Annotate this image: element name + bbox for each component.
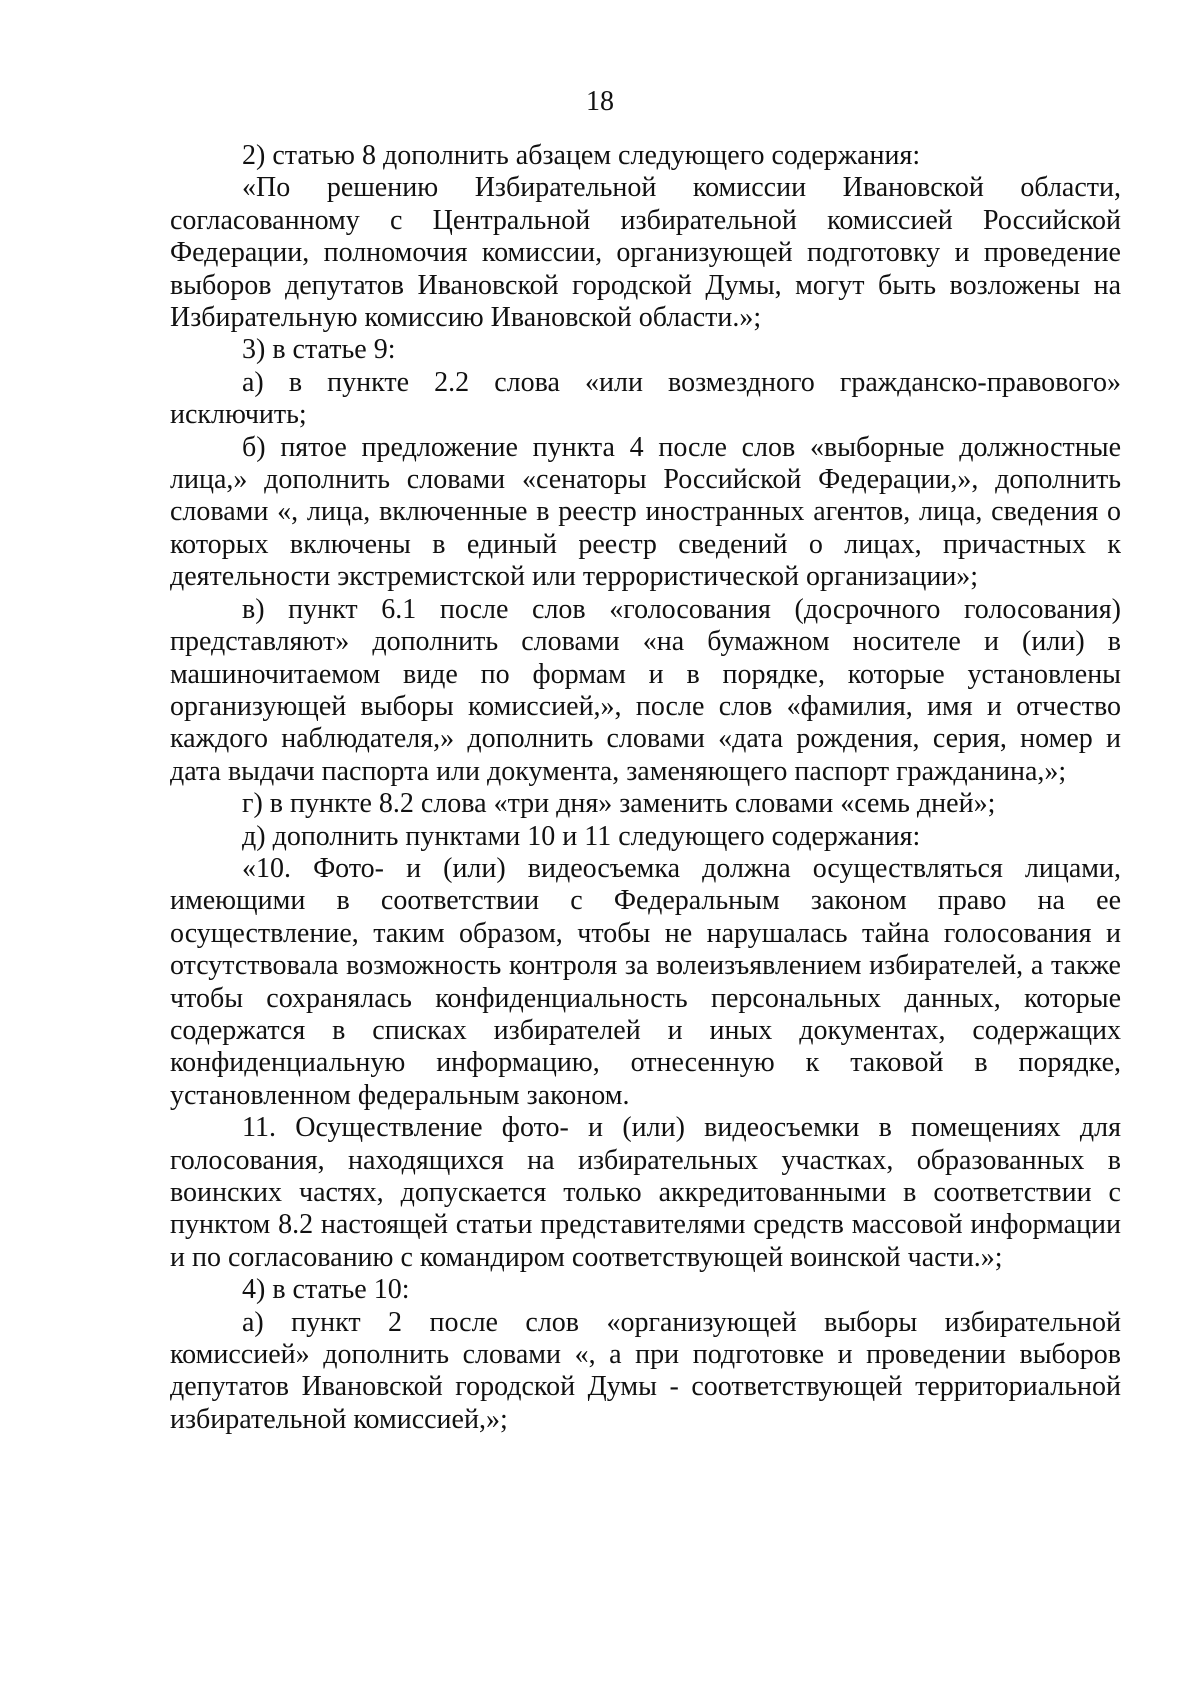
paragraph: 4) в статье 10: [242, 1274, 410, 1306]
paragraph: в) пункт 6.1 после слов «голосования (досрочного голосования) представляют» дополнить словами «на бумажном носителе и (или) в машиночитаемом виде по формам и в порядке, которые установлены организующей выборы комиссией,», после слов «фамилия, имя и отчество каждого наблюдателя,» дополнить словами «дата рождения, серия, номер и дата выдачи паспорта или документа, заменяющего паспорт гражданина,»; [170, 593, 1121, 787]
paragraph: б) пятое предложение пункта 4 после слов «выборные должностные лица,» дополнить словами «сенаторы Российской Федерации,», дополнить словами «, лица, включенные в реестр иностранных агентов, лица, сведения о которых включены в единый реестр сведений о лицах, причастных к деятельности экстремистской или террористической организации»; [170, 431, 1121, 593]
document-body [170, 140, 1121, 1436]
paragraph: 2) статью 8 дополнить абзацем следующего содержания: [242, 140, 921, 171]
paragraph: 11. Осуществление фото- и (или) видеосъемки в помещениях для голосования, находящихся на избирательных участках, образованных в воинских частях, допускается только аккредитованными в соответствии с пунктом 8.2 настоящей статьи представителями средств массовой информации и по согласованию с командиром соответствующей воинской части.»; [170, 1112, 1121, 1273]
paragraph: г) в пункте 8.2 слова «три дня» заменить словами «семь дней»; [242, 788, 996, 820]
paragraph: 3) в статье 9: [242, 334, 396, 366]
paragraph: д) дополнить пунктами 10 и 11 следующего содержания: [242, 820, 921, 852]
paragraph: а) в пункте 2.2 слова «или возмездного гражданско-правового» исключить; [170, 366, 1121, 431]
paragraph: «По решению Избирательной комиссии Ивановской области, согласованному с Центральной избирательной комиссией Российской Федерации, полномочия комиссии, организующей подготовку и проведение выборов депутатов Ивановской городской Думы, могут быть возложены на Избирательную комиссию Ивановской области.»; [170, 172, 1121, 334]
page-number: 18 [586, 86, 614, 117]
paragraph: а) пункт 2 после слов «организующей выборы избирательной комиссией» дополнить словами «, а при подготовке и проведении выборов депутатов Ивановской городской Думы - соответствующей территориальной избирательной комиссией,»; [170, 1306, 1121, 1435]
paragraph: «10. Фото- и (или) видеосъемка должна осуществляться лицами, имеющими в соответствии с Федеральным законом право на ее осуществление, таким образом, чтобы не нарушалась тайна голосования и отсутствовала возможность контроля за волеизъявлением избирателей, а также чтобы сохранялась конфиденциальность персональных данных, которые содержатся в списках избирателей и иных документах, содержащих конфиденциальную информацию, отнесенную к таковой в порядке, установленном федеральным законом. [170, 852, 1121, 1111]
